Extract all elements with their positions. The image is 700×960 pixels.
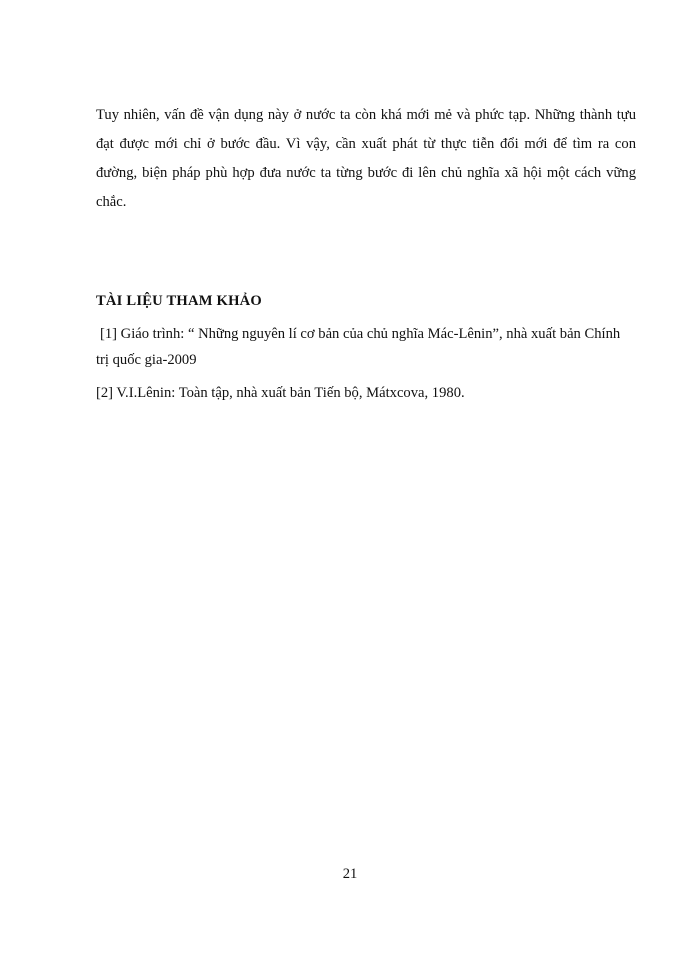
reference-item-2: [2] V.I.Lênin: Toàn tập, nhà xuất bản Tiến bộ, Mátxcova, 1980. [96, 385, 465, 401]
body-paragraph: Tuy nhiên, vấn đề vận dụng này ở nước ta còn khá mới mẻ và phức tạp. Những thành tựu đạt được mới chỉ ở bước đầu. Vì vậy, cần xuất phát từ thực tiễn đổi mới để tìm ra con đường, biện pháp phù hợp đưa nước ta từng bước đi lên chủ nghĩa xã hội một cách vững chắc. [96, 107, 636, 210]
page-number: 21 [342, 866, 358, 882]
references-heading: TÀI LIỆU THAM KHẢO [96, 293, 262, 309]
reference-item-1: [1] Giáo trình: “ Những nguyên lí cơ bản của chủ nghĩa Mác-Lênin”, nhà xuất bản Chính trị quốc gia-2009 [96, 326, 621, 368]
